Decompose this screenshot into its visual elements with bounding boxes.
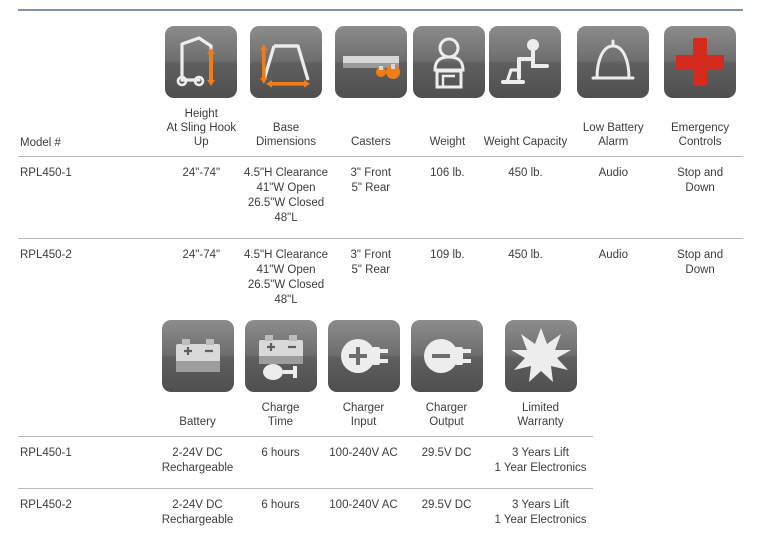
cell-line: Down xyxy=(657,263,743,278)
electrical-spec-table xyxy=(18,320,593,540)
cell-height xyxy=(159,239,244,321)
casters-icon xyxy=(335,26,407,98)
header-row xyxy=(18,107,743,156)
column-header-base-dimensions xyxy=(244,107,329,156)
icon-row-spacer xyxy=(18,320,156,401)
column-header-line: Weight xyxy=(413,135,481,149)
cell-limited-warranty xyxy=(488,437,593,489)
cell-line: 48"L xyxy=(244,211,329,226)
icon-row-spacer xyxy=(18,26,159,107)
cell-line: 2-24V DC xyxy=(156,498,239,513)
cell-line: 100-240V AC xyxy=(322,446,405,461)
weight-capacity-icon xyxy=(489,26,561,98)
cell-line: 3" Front xyxy=(328,166,413,181)
column-header-height xyxy=(159,107,244,156)
cell-line: Down xyxy=(657,181,743,196)
cell-line: 48"L xyxy=(244,293,329,308)
cell-casters xyxy=(328,157,413,239)
cell-model: RPL450-1 xyxy=(18,437,156,489)
icon-cell-weight xyxy=(413,26,481,107)
column-header-line: Input xyxy=(322,415,405,429)
cell-line: 5" Rear xyxy=(328,181,413,196)
icon-cell-base-dimensions xyxy=(244,26,329,107)
cell-line: 1 Year Electronics xyxy=(488,461,593,476)
cell-limited-warranty xyxy=(488,489,593,540)
column-header-line: Time xyxy=(239,415,322,429)
cell-line: Rechargeable xyxy=(156,513,239,528)
column-header-weight-capacity xyxy=(482,107,570,156)
cell-charger-output xyxy=(405,489,488,540)
column-header-line: Weight Capacity xyxy=(482,135,570,149)
low-battery-alarm-bell-icon xyxy=(577,26,649,98)
cell-model: RPL450-2 xyxy=(18,239,159,321)
cell-line: 3 Years Lift xyxy=(488,498,593,513)
column-header-weight xyxy=(413,107,481,156)
cell-low-battery-alarm xyxy=(569,157,657,239)
cell-charger-input xyxy=(322,437,405,489)
cell-line: 41"W Open xyxy=(244,181,329,196)
top-divider xyxy=(18,9,743,11)
cell-line: 3 Years Lift xyxy=(488,446,593,461)
cell-line: 5" Rear xyxy=(328,263,413,278)
cell-line: Audio xyxy=(569,166,657,181)
row-header-label: Model # xyxy=(18,107,159,156)
cell-line: Stop and xyxy=(657,166,743,181)
column-header-battery xyxy=(156,401,239,436)
column-header-line: Battery xyxy=(156,415,239,429)
cell-base-dimensions xyxy=(244,239,329,321)
cell-line: 29.5V DC xyxy=(405,498,488,513)
cell-line: 24"-74" xyxy=(159,166,244,181)
column-header-emergency-controls xyxy=(657,107,743,156)
cell-weight xyxy=(413,239,481,321)
column-header-charger-output xyxy=(405,401,488,436)
cell-line: Audio xyxy=(569,248,657,263)
charger-input-plug-icon xyxy=(328,320,400,392)
cell-weight-capacity xyxy=(482,157,570,239)
cell-line: Stop and xyxy=(657,248,743,263)
column-header-line: Warranty xyxy=(488,415,593,429)
icon-row xyxy=(18,26,743,107)
column-header-line: Charger xyxy=(405,401,488,415)
column-header-line: Controls xyxy=(657,135,743,149)
icon-cell-low-battery-alarm xyxy=(569,26,657,107)
cell-line: 6 hours xyxy=(239,498,322,513)
cell-line: 29.5V DC xyxy=(405,446,488,461)
column-header-line: Alarm xyxy=(569,135,657,149)
icon-cell-limited-warranty xyxy=(488,320,593,401)
table-row xyxy=(18,157,743,239)
cell-line: 106 lb. xyxy=(413,166,481,181)
cell-line: 100-240V AC xyxy=(322,498,405,513)
table-row xyxy=(18,489,593,540)
cell-base-dimensions xyxy=(244,157,329,239)
column-header-line: Output xyxy=(405,415,488,429)
icon-cell-battery xyxy=(156,320,239,401)
icon-cell-height xyxy=(159,26,244,107)
column-header-charge-time xyxy=(239,401,322,436)
limited-warranty-burst-icon xyxy=(505,320,577,392)
header-row xyxy=(18,401,593,436)
icon-cell-casters xyxy=(328,26,413,107)
cell-line: 24"-74" xyxy=(159,248,244,263)
column-header-low-battery-alarm xyxy=(569,107,657,156)
cell-line: 4.5"H Clearance xyxy=(244,248,329,263)
cell-line: 450 lb. xyxy=(482,248,570,263)
cell-line: 109 lb. xyxy=(413,248,481,263)
battery-icon xyxy=(162,320,234,392)
column-header-line: Emergency xyxy=(657,121,743,135)
cell-model: RPL450-2 xyxy=(18,489,156,540)
column-header-line: Charger xyxy=(322,401,405,415)
charge-time-battery-plug-icon xyxy=(245,320,317,392)
cell-emergency-controls xyxy=(657,239,743,321)
icon-row xyxy=(18,320,593,401)
table-row xyxy=(18,239,743,321)
column-header-limited-warranty xyxy=(488,401,593,436)
cell-line: 26.5"W Closed xyxy=(244,196,329,211)
base-dimensions-icon xyxy=(250,26,322,98)
column-header-line: Low Battery xyxy=(569,121,657,135)
column-header-charger-input xyxy=(322,401,405,436)
cell-battery xyxy=(156,437,239,489)
charger-output-plug-icon xyxy=(411,320,483,392)
cell-line: Rechargeable xyxy=(156,461,239,476)
cell-charge-time xyxy=(239,437,322,489)
cell-height xyxy=(159,157,244,239)
icon-cell-weight-capacity xyxy=(482,26,570,107)
column-header-line: Base xyxy=(244,121,329,135)
cell-line: 26.5"W Closed xyxy=(244,278,329,293)
mechanical-spec-table xyxy=(18,26,743,320)
icon-cell-charger-output xyxy=(405,320,488,401)
cell-line: 1 Year Electronics xyxy=(488,513,593,528)
row-header-label xyxy=(18,401,156,436)
column-header-line: Dimensions xyxy=(244,135,329,149)
cell-battery xyxy=(156,489,239,540)
column-header-line: At Sling Hook Up xyxy=(159,121,244,149)
cell-line: 3" Front xyxy=(328,248,413,263)
cell-line: 41"W Open xyxy=(244,263,329,278)
icon-cell-charger-input xyxy=(322,320,405,401)
cell-line: 4.5"H Clearance xyxy=(244,166,329,181)
column-header-casters xyxy=(328,107,413,156)
cell-line: 2-24V DC xyxy=(156,446,239,461)
cell-line: 450 lb. xyxy=(482,166,570,181)
cell-low-battery-alarm xyxy=(569,239,657,321)
cell-model: RPL450-1 xyxy=(18,157,159,239)
column-header-line: Charge xyxy=(239,401,322,415)
cell-charger-input xyxy=(322,489,405,540)
column-header-line: Height xyxy=(159,107,244,121)
cell-emergency-controls xyxy=(657,157,743,239)
column-header-line: Limited xyxy=(488,401,593,415)
weight-scale-icon xyxy=(413,26,485,98)
cell-line: 6 hours xyxy=(239,446,322,461)
icon-cell-emergency-controls xyxy=(657,26,743,107)
icon-cell-charge-time xyxy=(239,320,322,401)
patient-lift-height-icon xyxy=(165,26,237,98)
cell-weight xyxy=(413,157,481,239)
cell-weight-capacity xyxy=(482,239,570,321)
emergency-controls-cross-icon xyxy=(664,26,736,98)
cell-charger-output xyxy=(405,437,488,489)
cell-casters xyxy=(328,239,413,321)
cell-charge-time xyxy=(239,489,322,540)
table-row xyxy=(18,437,593,489)
column-header-line: Casters xyxy=(328,135,413,149)
